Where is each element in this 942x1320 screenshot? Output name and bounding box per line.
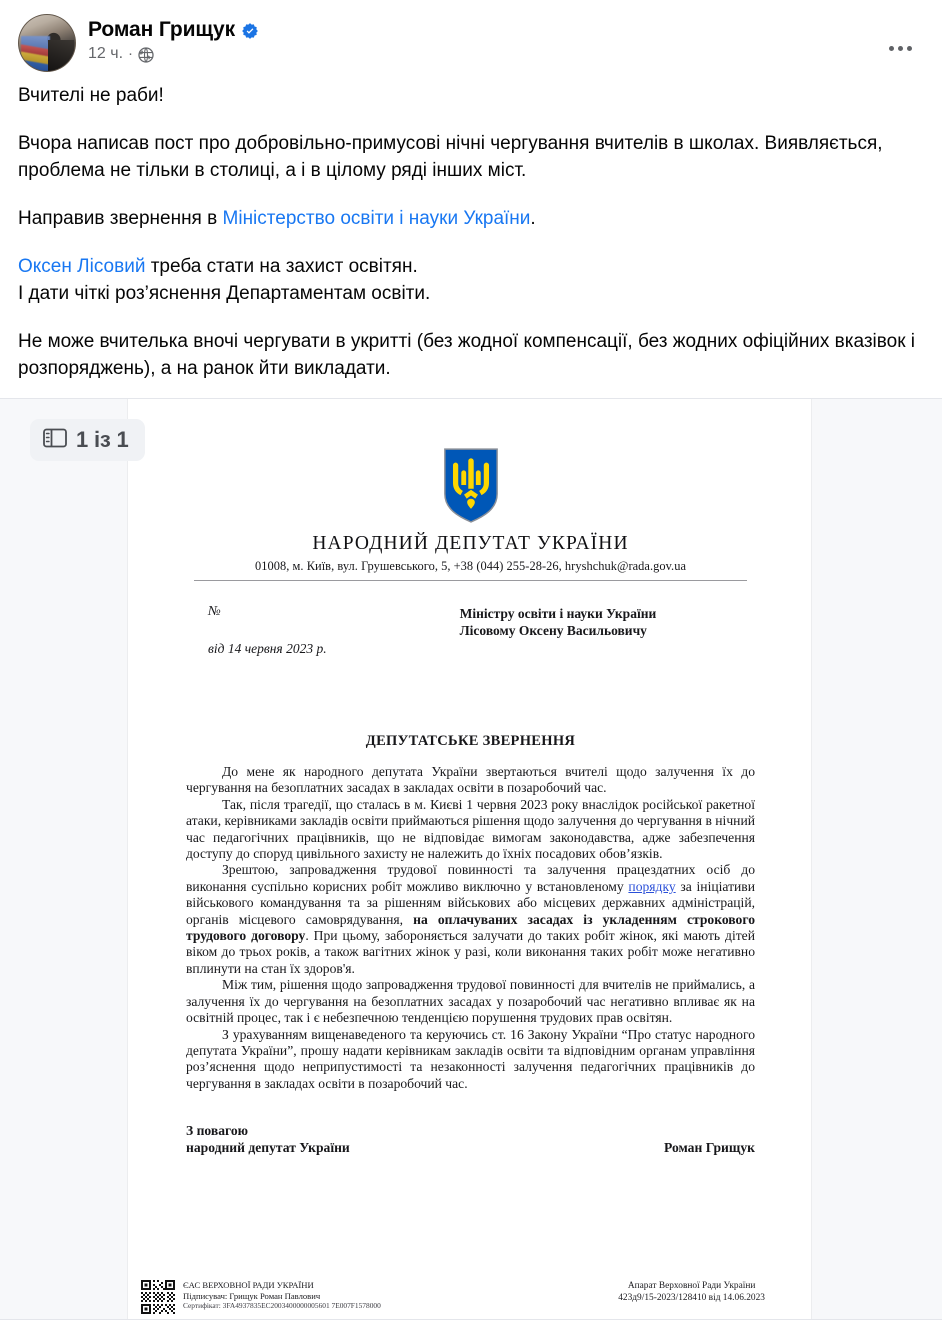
- post-p3-text-before: Направив звернення в: [18, 208, 223, 229]
- author-row: [88, 17, 259, 42]
- post-p4-text-after: треба стати на захист освітян.: [145, 256, 418, 277]
- minister-mention-link[interactable]: Оксен Лісовий: [18, 256, 146, 277]
- ukraine-coat-of-arms-icon: [443, 511, 499, 528]
- signature-position: народний депутат України: [186, 1140, 350, 1156]
- document-page[interactable]: [128, 399, 811, 1319]
- post-header: [0, 0, 942, 78]
- signature-block: [186, 1122, 755, 1156]
- signature-system-name: ЄАС ВЕРХОВНОЇ РАДИ УКРАЇНИ: [183, 1280, 314, 1290]
- addressee-block: [460, 603, 755, 657]
- more-dot-1: [889, 46, 894, 51]
- emblem-wrap: [186, 447, 755, 529]
- page-counter-badge[interactable]: [30, 419, 145, 461]
- document-number-block: [186, 603, 460, 657]
- apparat-name: Апарат Верховної Ради України: [627, 1281, 756, 1291]
- post-paragraph-6: Не може вчителька вночі чергувати в укритті (без жодної компенсації, без жодних офіційних вказівок і розпоряджень), а на ранок йти викладати.: [18, 331, 916, 379]
- electronic-signature-area: [140, 1279, 381, 1315]
- post-meta: [88, 44, 259, 64]
- signature-name: Роман Грищук: [664, 1140, 755, 1156]
- post-body: [0, 78, 942, 398]
- avatar[interactable]: [18, 14, 76, 72]
- addressee-line-1: Міністру освіти і науки України: [459, 606, 657, 621]
- document-pages-icon: [43, 428, 67, 453]
- doc-p3-part-c: . При цьому, забороняється залучати до таких робіт жінок, які мають дітей віком до трьох років, а також вагітних жінок у разі, коли виконання таких робіт може негативно вплинути на стан їх здоров'я.: [186, 928, 755, 976]
- document-paragraph-5: З урахуванням вищенаведеного та керуючись ст. 16 Закону України “Про статус народного депутата України”, прошу надати керівникам закладів освіти та відповідним органам управління роз’яснення щодо неприпустимості та незаконності залучення педагогічних працівників до чергування в закладах освіти в позаробочий час.: [186, 1026, 755, 1091]
- apparat-reg-number: 423д9/15-2023/128410 від 14.06.2023: [618, 1292, 765, 1303]
- doc-p3-part-b: за ініціативи військового командування та за рішенням військових або місцевих державних адміністрацій, органів місцевого самоврядування,: [186, 878, 755, 927]
- document-date: від 14 червня 2023 р.: [208, 641, 327, 656]
- letterhead-contacts: 01008, м. Київ, вул. Грушевського, 5, +38 (044) 255-28-26, hryshchuk@rada.gov.ua: [254, 559, 686, 573]
- avatar-image-detail-right: [48, 40, 74, 71]
- post-paragraph-2: Вчора написав пост про добровільно-примусові нічні чергування вчителів в школах. Виявляється, проблема не тільки в столиці, а і в цілому ряді інших міст.: [18, 133, 883, 181]
- letterhead-title: НАРОДНИЙ ДЕПУТАТ УКРАЇНИ: [312, 533, 629, 554]
- document-paragraph-4: Між тим, рішення щодо запровадження трудової повинності для вчителів не приймались, а залучення їх до чергування на безоплатних засадах у позаробочий час негативно впливає як на освітній процес, так і є небезпечною тенденцією порушення трудових прав освітян.: [186, 977, 755, 1026]
- globe-icon[interactable]: [138, 47, 154, 63]
- post-paragraph-5: І дати чіткі роз’яснення Департаментам освіти.: [18, 283, 431, 304]
- qr-code-icon: [140, 1279, 176, 1315]
- ministry-link[interactable]: Міністерство освіти і науки України: [222, 208, 531, 229]
- verified-badge-icon: [241, 22, 259, 40]
- avatar-image-detail-left: [21, 36, 50, 71]
- meta-separator: ·: [128, 45, 134, 62]
- apparat-block: [618, 1279, 801, 1304]
- post-p3-text-after: .: [530, 208, 536, 229]
- doc-p3-part-a: Зрештою, запровадження трудової повинності та залучення працездатних осіб до виконання суспільно корисних робіт можливо виключно у встановленому: [186, 862, 755, 894]
- document-number-label: №: [208, 603, 221, 618]
- more-dot-3: [907, 46, 912, 51]
- document-paragraph-2: Так, після трагедії, що сталась в м. Києві 1 червня 2023 року внаслідок російської ракетної атаки, керівниками закладів освіти приймаються рішення щодо залучення до чергування в нічний час педагогічних працівників, що не відповідає вимогам законодавства, адже забезпечення доступу до споруд цивільного захисту не належить до їхніх посадових обов’язків.: [186, 796, 755, 862]
- signature-left: [186, 1122, 350, 1156]
- document-footer: [128, 1279, 811, 1319]
- page-counter-label: 1 із 1: [76, 427, 129, 452]
- post-paragraph-4: [18, 253, 920, 307]
- post-timestamp[interactable]: 12 ч.: [88, 45, 124, 62]
- post-attachment[interactable]: [0, 398, 942, 1320]
- post-paragraph-1: Вчителі не раби!: [18, 85, 164, 106]
- addressee-line-2: Лісовому Оксену Васильовичу: [459, 623, 647, 638]
- document-content: [128, 399, 811, 1156]
- document-paragraph-3: [186, 862, 755, 977]
- signature-signer: Підписувач: Грищук Роман Павлович: [183, 1290, 321, 1301]
- post-paragraph-3: [18, 205, 920, 232]
- author-name[interactable]: Роман Грищук: [88, 18, 236, 41]
- document-title: ДЕПУТАТСЬКЕ ЗВЕРНЕННЯ: [365, 733, 576, 749]
- address-block: [186, 603, 755, 657]
- more-options-icon[interactable]: [880, 28, 920, 68]
- signature-regards: З повагою: [186, 1123, 249, 1139]
- doc-p3-bold-clause: на оплачуваних засадах із укладенням строкового трудового договору: [186, 911, 755, 944]
- signature-text-lines: [183, 1279, 381, 1312]
- letterhead-divider: [194, 580, 747, 581]
- more-dot-2: [898, 46, 903, 51]
- signature-certificate: Сертифікат: 3FA4937835EC2003400000005601 7E007F1578000: [183, 1301, 381, 1310]
- document-paragraph-1: До мене як народного депутата України звертаються вчителі щодо залучення їх до чергування на безоплатних засадах в закладах освіти в позаробочий час.: [186, 764, 755, 796]
- procedure-link[interactable]: порядку: [628, 878, 676, 894]
- post-header-text: [88, 14, 259, 64]
